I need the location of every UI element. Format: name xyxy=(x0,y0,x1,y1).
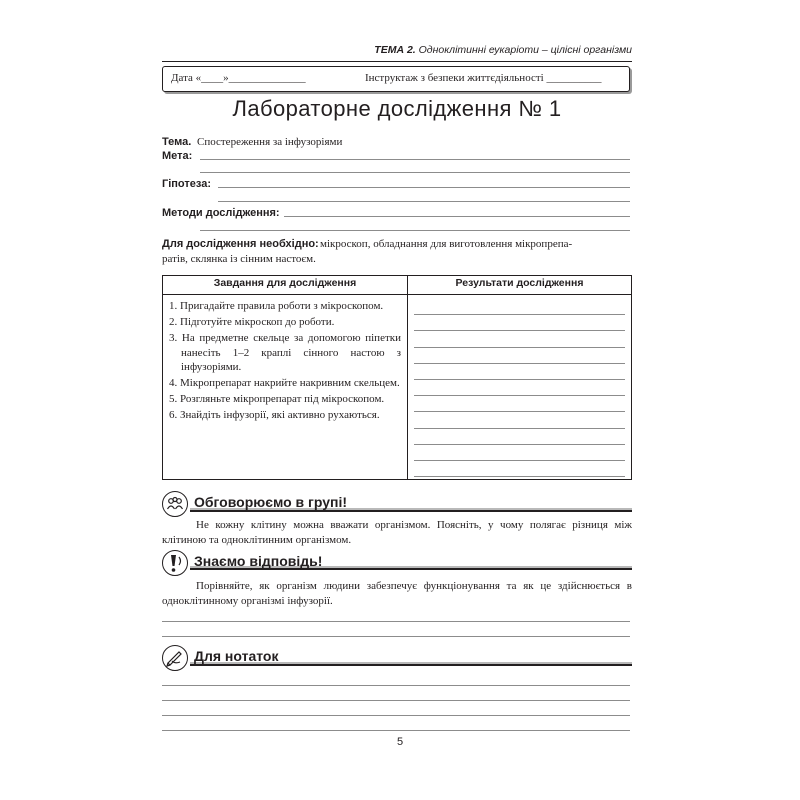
notes-line[interactable] xyxy=(162,730,630,731)
tasks-table xyxy=(162,275,632,480)
date-field[interactable]: Дата «____»______________ xyxy=(171,72,306,84)
task-item: 1. Пригадайте правила роботи з мікроскопом. xyxy=(169,300,384,312)
result-line[interactable] xyxy=(414,364,625,380)
section-rule xyxy=(190,664,632,666)
group-icon xyxy=(162,491,188,517)
tasks-cell xyxy=(163,295,408,480)
running-header xyxy=(162,44,632,56)
results-cell[interactable] xyxy=(408,295,632,480)
result-line[interactable] xyxy=(414,315,625,331)
header-rule xyxy=(162,61,632,62)
notes-section-title: Для нотаток xyxy=(194,648,279,664)
methods-label: Методи дослідження: xyxy=(162,207,280,219)
page-number: 5 xyxy=(396,736,404,748)
theme-value: Спостереження за інфузоріями xyxy=(197,136,343,148)
column-header-tasks: Завдання для дослідження xyxy=(163,276,408,295)
methods-line[interactable] xyxy=(200,230,630,231)
know-text: Порівняйте, як організм людини забезпечує функціонування та як це здійснюється в одноклітинному організмі інфузорії. xyxy=(162,580,632,607)
result-line[interactable] xyxy=(414,299,625,315)
task-item: 2. Підготуйте мікроскоп до роботи. xyxy=(169,316,335,328)
know-section-title: Знаємо відповідь! xyxy=(194,553,323,569)
hypothesis-line[interactable] xyxy=(218,201,630,202)
goal-line[interactable] xyxy=(200,159,630,160)
notes-line[interactable] xyxy=(162,700,630,701)
goal-line[interactable] xyxy=(200,172,630,173)
methods-line[interactable] xyxy=(284,216,630,217)
task-item: 4. Мікропрепарат накрийте накривним скельцем. xyxy=(169,377,400,389)
result-line[interactable] xyxy=(414,380,625,396)
answer-line[interactable] xyxy=(162,636,630,637)
header-topic-text: Одноклітинні еукаріоти – цілісні організми xyxy=(418,44,632,56)
result-line[interactable] xyxy=(414,412,625,428)
safety-briefing-field[interactable]: Інструктаж з безпеки життєдіяльності __________ xyxy=(365,72,602,84)
exclamation-icon xyxy=(162,550,188,576)
result-line[interactable] xyxy=(414,331,625,347)
needed-text-line2: ратів, склянка із сінним настоєм. xyxy=(162,253,316,265)
hypothesis-line[interactable] xyxy=(218,187,630,188)
needed-text-line1: мікроскоп, обладнання для виготовлення мікропрепа- xyxy=(320,238,573,250)
page-title: Лабораторне дослідження № 1 xyxy=(232,96,562,121)
task-item: 3. На предметне скельце за допомогою піпетки нанесіть 1–2 краплі сінного настою з інфузоріями. xyxy=(169,332,401,373)
result-line[interactable] xyxy=(414,461,625,477)
hypothesis-label: Гіпотеза: xyxy=(162,178,211,190)
notes-line[interactable] xyxy=(162,715,630,716)
task-item: 6. Знайдіть інфузорії, які активно рухаються. xyxy=(169,409,380,421)
theme-label: Тема. xyxy=(162,136,192,148)
result-line[interactable] xyxy=(414,396,625,412)
needed-label: Для дослідження необхідно: xyxy=(162,238,319,250)
discuss-text: Не кожну клітину можна вважати організмом. Поясніть, у чому полягає різниця між клітиною та одноклітинним організмом. xyxy=(162,519,632,546)
answer-line[interactable] xyxy=(162,621,630,622)
notes-line[interactable] xyxy=(162,685,630,686)
discuss-section-title: Обговорюємо в групі! xyxy=(194,494,348,510)
hand-writing-icon xyxy=(162,645,188,671)
result-line[interactable] xyxy=(414,348,625,364)
header-topic-label: ТЕМА 2. xyxy=(374,44,416,56)
task-item: 5. Розгляньте мікропрепарат під мікроскопом. xyxy=(169,393,385,405)
section-rule xyxy=(190,510,632,512)
column-header-results: Результати дослідження xyxy=(408,276,632,295)
result-line[interactable] xyxy=(414,429,625,445)
date-safety-box xyxy=(162,66,630,92)
result-line[interactable] xyxy=(414,445,625,461)
goal-label: Мета: xyxy=(162,150,193,162)
